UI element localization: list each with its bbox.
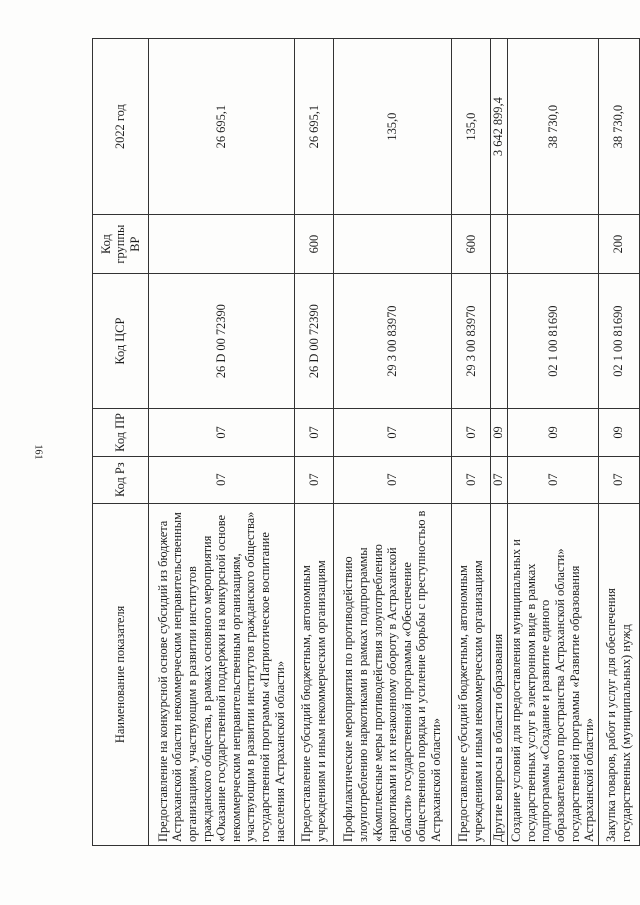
row-pr: 07 <box>334 409 452 456</box>
row-csr: 02 1 00 81690 <box>508 273 599 408</box>
col-header-name: Наименование показателя <box>93 503 149 845</box>
row-csr: 29 3 00 83970 <box>334 273 452 408</box>
row-name: Предоставление субсидий бюджетным, автономным учреждениям и иным некоммерческим организациям <box>452 503 491 845</box>
row-vr <box>149 215 295 274</box>
budget-table <box>92 38 640 846</box>
row-pr: 07 <box>295 409 334 456</box>
table-row <box>149 39 295 846</box>
col-header-year: 2022 год <box>93 39 149 215</box>
row-pr: 07 <box>452 409 491 456</box>
row-vr <box>491 215 508 274</box>
row-rz: 07 <box>452 456 491 503</box>
row-name: Закупка товаров, работ и услуг для обеспечения государственных (муниципальных) нужд <box>598 503 639 845</box>
row-rz: 07 <box>295 456 334 503</box>
row-name: Профилактические мероприятия по противодействию злоупотреблению наркотиками в рамках подпрограммы «Комплексные меры противодействия злоупотреблению наркотиками и их незаконному обороту в Астраханской области» государственной программы «Обеспечение общественного порядка и усиление борьбы с преступностью в Астраханской области» <box>334 503 452 845</box>
row-vr: 200 <box>598 215 639 274</box>
row-vr <box>334 215 452 274</box>
row-value: 26 695,1 <box>149 39 295 215</box>
row-value: 26 695,1 <box>295 39 334 215</box>
row-value: 135,0 <box>452 39 491 215</box>
row-value: 38 730,0 <box>508 39 599 215</box>
row-rz: 07 <box>598 456 639 503</box>
table-frame <box>92 38 633 846</box>
row-csr: 26 D 00 72390 <box>149 273 295 408</box>
row-pr: 09 <box>598 409 639 456</box>
row-rz: 07 <box>149 456 295 503</box>
table-row <box>598 39 639 846</box>
header-row <box>93 39 149 846</box>
row-csr: 26 D 00 72390 <box>295 273 334 408</box>
table-row <box>491 39 508 846</box>
col-header-vr: Код группы ВР <box>93 215 149 274</box>
row-rz: 07 <box>334 456 452 503</box>
table-row <box>508 39 599 846</box>
row-value: 135,0 <box>334 39 452 215</box>
rotated-table-container <box>92 38 633 846</box>
table-row <box>452 39 491 846</box>
row-pr: 09 <box>491 409 508 456</box>
row-csr: 29 3 00 83970 <box>452 273 491 408</box>
col-header-pr: Код ПР <box>93 409 149 456</box>
row-name: Другие вопросы в области образования <box>491 503 508 845</box>
row-vr <box>508 215 599 274</box>
row-vr: 600 <box>295 215 334 274</box>
row-csr: 02 1 00 81690 <box>598 273 639 408</box>
col-header-csr: Код ЦСР <box>93 273 149 408</box>
col-header-rz: Код Рз <box>93 456 149 503</box>
row-csr <box>491 273 508 408</box>
row-name: Создание условий для предоставления муниципальных и государственных услуг в электронном виде в рамках подпрограммы «Создание и развитие единого образовательного пространства Астраханской области» государственной программы «Развитие образования Астраханской области» <box>508 503 599 845</box>
row-rz: 07 <box>508 456 599 503</box>
table-row <box>334 39 452 846</box>
row-name: Предоставление субсидий бюджетным, автономным учреждениям и иным некоммерческим организациям <box>295 503 334 845</box>
page-number: 161 <box>32 444 44 460</box>
row-value: 38 730,0 <box>598 39 639 215</box>
row-rz: 07 <box>491 456 508 503</box>
row-pr: 09 <box>508 409 599 456</box>
row-pr: 07 <box>149 409 295 456</box>
row-vr: 600 <box>452 215 491 274</box>
row-value: 3 642 899,4 <box>491 39 508 215</box>
row-name: Предоставление на конкурсной основе субсидий из бюджета Астраханской области некоммерческим неправительственным организациям, участвующим в развитии институтов гражданского общества, в рамках основного мероприятия «Оказание государственной поддержки на конкурсной основе некоммерческим неправительственным организациям, участвующим в развитии институтов гражданского общества» государственной программы «Патриотическое воспитание населения Астраханской области» <box>149 503 295 845</box>
table-row <box>295 39 334 846</box>
